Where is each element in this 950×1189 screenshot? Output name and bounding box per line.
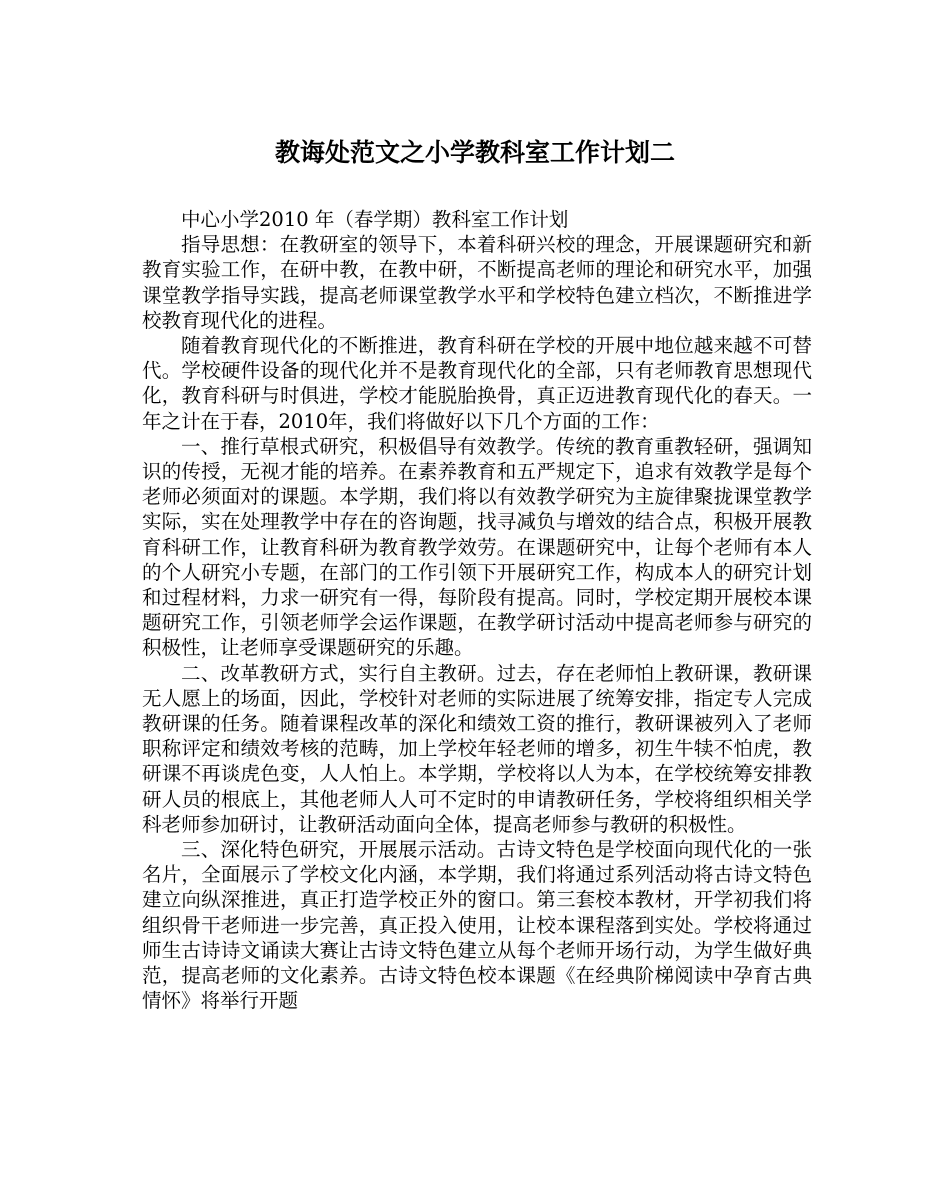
paragraph-section-three: 三、深化特色研究，开展展示活动。古诗文特色是学校面向现代化的一张名片，全面展示了学校文化内涵，本学期，我们将通过系列活动将古诗文特色建立向纵深推进，真正打造学校正外的窗口。第三套校本教材，开学初我们将组织骨干老师进一步完善，真正投入使用，让校本课程落到实处。学校将通过师生古诗诗文诵读大赛让古诗文特色建立从每个老师开场行动，为学生做好典范，提高老师的文化素养。古诗文特色校本课题《在经典阶梯阅读中孕育古典情怀》将举行开题 bbox=[142, 838, 812, 1013]
paragraph-guiding-ideology: 指导思想：在教研室的领导下，本着科研兴校的理念，开展课题研究和新教育实验工作，在研中教，在教中研，不断提高老师的理论和研究水平，加强课堂教学指导实践，提高老师课堂教学水平和学校特色建立档次，不断推进学校教育现代化的进程。 bbox=[142, 233, 812, 332]
paragraph-section-one: 一、推行草根式研究，积极倡导有效教学。传统的教育重教轻研，强调知识的传授，无视才能的培养。在素养教育和五严规定下，追求有效教学是每个老师必须面对的课题。本学期，我们将以有效教学研究为主旋律聚拢课堂教学实际，实在处理教学中存在的咨询题，找寻减负与增效的结合点，积极开展教育科研工作，让教育科研为教育教学效劳。在课题研究中，让每个老师有本人的个人研究小专题，在部门的工作引领下开展研究工作，构成本人的研究计划和过程材料，力求一研究有一得，每阶段有提高。同时，学校定期开展校本课题研究工作，引领老师学会运作课题，在教学研讨活动中提高老师参与研究的积极性，让老师享受课题研究的乐趣。 bbox=[142, 434, 812, 660]
document-title: 教诲处范文之小学教科室工作计划二 bbox=[274, 138, 675, 167]
paragraph-modernization: 随着教育现代化的不断推进，教育科研在学校的开展中地位越来越不可替代。学校硬件设备的现代化并不是教育现代化的全部，只有老师教育思想现代化，教育科研与时俱进，学校才能脱胎换骨，真正迈进教育现代化的春天。一年之计在于春，2010年，我们将做好以下几个方面的工作： bbox=[142, 334, 812, 433]
paragraph-section-two: 二、改革教研方式，实行自主教研。过去，存在老师怕上教研课，教研课无人愿上的场面，因此，学校针对老师的实际进展了统筹安排，指定专人完成教研课的任务。随着课程改革的深化和绩效工资的推行，教研课被列入了老师职称评定和绩效考核的范畴，加上学校年轻老师的增多，初生牛犊不怕虎，教研课不再谈虎色变，人人怕上。本学期，学校将以人为本，在学校统筹安排教研人员的根底上，其他老师人人可不定时的申请教研任务，学校将组织相关学科老师参加研讨，让教研活动面向全体，提高老师参与教研的积极性。 bbox=[142, 661, 812, 836]
paragraph-heading-line: 中心小学2010 年（春学期）教科室工作计划 bbox=[181, 208, 569, 231]
document-body bbox=[142, 207, 812, 1014]
